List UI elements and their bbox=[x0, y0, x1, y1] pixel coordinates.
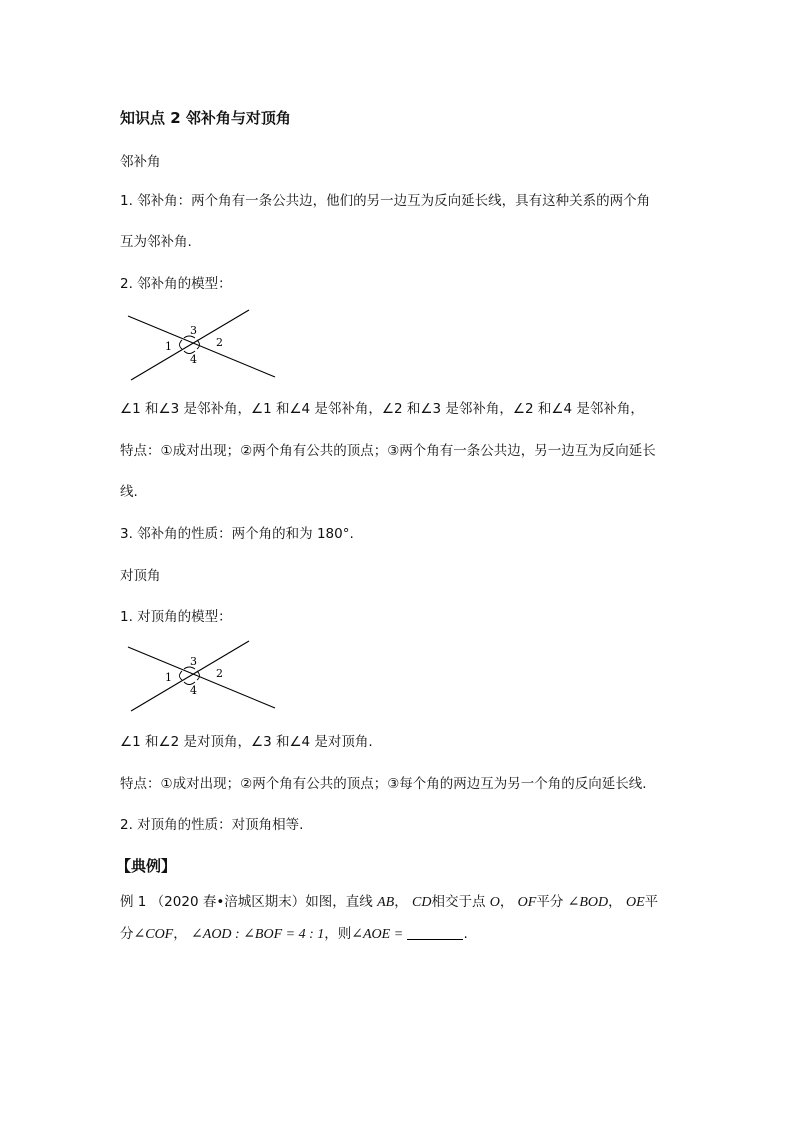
vertical-feature: 特点：①成对出现；②两个角有公共的顶点；③每个角的两边互为另一个角的反向延长线. bbox=[120, 776, 647, 792]
adjacent-feature-2: 线. bbox=[120, 484, 138, 500]
angle-label-1: 1 bbox=[165, 340, 172, 353]
adjacent-definition-1: 1. 邻补角：两个角有一条公共边，他们的另一边互为反向延长线，具有这种关系的两个角 bbox=[120, 193, 651, 209]
angle-label-1: 1 bbox=[165, 671, 172, 684]
adjacent-feature-1: 特点：①成对出现；②两个角有公共的顶点；③两个角有一条公共边，另一边互为反向延长 bbox=[120, 443, 656, 459]
angle-label-4: 4 bbox=[190, 684, 197, 697]
figure-line-1 bbox=[128, 647, 275, 708]
example-header: 【典例】 bbox=[116, 857, 177, 875]
angle-label-3: 3 bbox=[190, 655, 197, 668]
adjacent-pairs: ∠1 和∠3 是邻补角，∠1 和∠4 是邻补角，∠2 和∠3 是邻补角，∠2 和∠4 是邻补角， bbox=[120, 401, 644, 417]
angle-label-2: 2 bbox=[216, 336, 223, 349]
angle-arc-1 bbox=[180, 671, 183, 680]
text-bisect-end: 分 bbox=[120, 926, 134, 942]
figure-line-1 bbox=[128, 316, 275, 377]
adjacent-model-label: 2. 邻补角的模型： bbox=[120, 276, 232, 292]
separator: ， bbox=[499, 894, 514, 910]
text-intersect: 相交于点 bbox=[431, 894, 486, 910]
adjacent-definition-2: 互为邻补角. bbox=[120, 234, 192, 250]
example-line-2 bbox=[120, 924, 468, 945]
page-title: 知识点 2 邻补角与对顶角 bbox=[120, 109, 291, 127]
answer-blank[interactable] bbox=[407, 925, 463, 940]
separator: ， bbox=[394, 894, 408, 910]
angle-arc-1 bbox=[180, 340, 183, 349]
angle-label-2: 2 bbox=[216, 667, 223, 680]
text-bisect-start: 平 bbox=[644, 894, 659, 910]
angle-aoe: ∠AOE = bbox=[351, 927, 404, 942]
figure-line-2 bbox=[131, 641, 249, 711]
example-line-1 bbox=[120, 892, 658, 913]
vertical-model-label: 1. 对顶角的模型： bbox=[120, 609, 232, 625]
text-then: ，则 bbox=[324, 926, 352, 942]
angle-ratio: ∠AOD : ∠BOF = 4 : 1 bbox=[191, 927, 325, 942]
vertical-pairs: ∠1 和∠2 是对顶角，∠3 和∠4 是对顶角. bbox=[120, 734, 373, 750]
section-vertical: 对顶角 bbox=[120, 568, 161, 584]
adjacent-angle-figure bbox=[122, 306, 282, 386]
angle-label-3: 3 bbox=[190, 324, 197, 337]
line-ab: AB bbox=[377, 895, 395, 910]
ray-of: OF bbox=[517, 895, 537, 910]
ray-oe: OE bbox=[625, 895, 645, 910]
vertical-angle-figure bbox=[122, 637, 282, 717]
text-bisect: 平分 bbox=[536, 894, 564, 910]
vertical-property: 2. 对顶角的性质：对顶角相等. bbox=[120, 817, 304, 833]
figure-line-2 bbox=[131, 310, 249, 380]
point-o: O bbox=[489, 895, 500, 910]
angle-label-4: 4 bbox=[190, 353, 197, 366]
angle-cof: ∠COF bbox=[133, 927, 174, 942]
angle-bod: ∠BOD bbox=[567, 895, 609, 910]
line-cd: CD bbox=[412, 895, 432, 910]
adjacent-property: 3. 邻补角的性质：两个角的和为 180°. bbox=[120, 526, 354, 542]
separator: ， bbox=[173, 926, 187, 942]
period: . bbox=[463, 926, 468, 942]
separator: ， bbox=[608, 894, 622, 910]
section-adjacent: 邻补角 bbox=[120, 154, 161, 170]
example-intro: 例 1 （2020 春•涪城区期末）如图，直线 bbox=[120, 894, 373, 910]
